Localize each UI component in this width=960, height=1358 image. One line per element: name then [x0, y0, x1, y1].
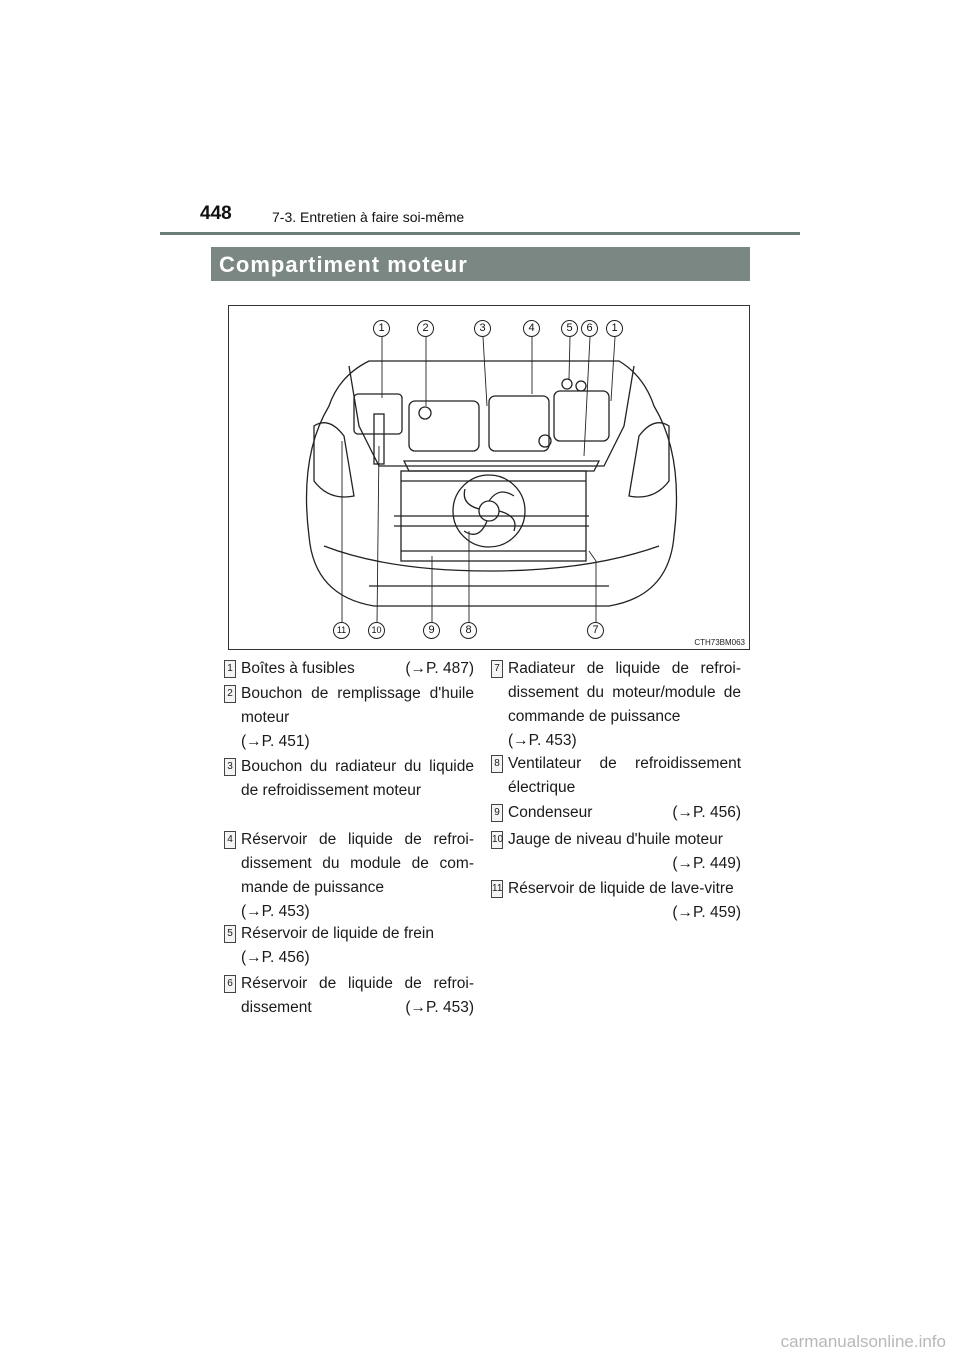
page-reference: (→P. 487)	[405, 660, 474, 677]
item-text: Réservoir de liquide de refroi-dissement du module de com-mande de puissance	[241, 831, 474, 896]
callout-7: 7	[587, 622, 604, 639]
item-number: 4	[224, 831, 236, 849]
callout-1-left: 1	[373, 320, 390, 337]
engine-compartment-figure	[228, 305, 750, 650]
list-item-10	[491, 828, 741, 876]
page-reference: (→P. 456)	[241, 949, 310, 966]
item-text: Ventilateur de refroidissement électrique	[508, 755, 741, 796]
item-text: Radiateur de liquide de refroi-dissement du moteur/module de commande de puissance	[508, 660, 741, 725]
item-number: 7	[491, 660, 503, 678]
list-item-5	[224, 922, 474, 970]
callout-8: 8	[460, 622, 477, 639]
item-number: 1	[224, 660, 236, 678]
list-item-11	[491, 877, 741, 925]
item-text: Jauge de niveau d'huile moteur	[508, 831, 723, 848]
callout-11: 11	[333, 622, 350, 639]
page-reference: (→P. 453)	[241, 903, 310, 920]
callout-6: 6	[581, 320, 598, 337]
watermark: carmanualsonline.info	[780, 1332, 946, 1351]
callout-4: 4	[523, 320, 540, 337]
item-text: Boîtes à fusibles	[241, 660, 355, 677]
callout-2: 2	[417, 320, 434, 337]
callout-10: 10	[368, 622, 385, 639]
item-text: Bouchon de remplissage d'huile moteur	[241, 685, 474, 726]
list-item-8	[491, 752, 741, 800]
title-bar	[211, 247, 750, 281]
list-item-7	[491, 657, 741, 753]
page-reference: (→P. 456)	[672, 804, 741, 821]
callout-1-right: 1	[606, 320, 623, 337]
page-reference: (→P. 459)	[672, 904, 741, 921]
page-reference: (→P. 453)	[508, 732, 577, 749]
list-item-4	[224, 828, 474, 924]
header-rule	[160, 232, 800, 235]
item-text: Réservoir de liquide de lave-vitre	[508, 880, 734, 897]
item-text: Réservoir de liquide de refroi-dissement	[241, 975, 474, 1016]
item-number: 9	[491, 804, 503, 822]
list-item-2	[224, 682, 474, 754]
figure-code: CTH73BM063	[694, 638, 745, 647]
list-item-3	[224, 755, 474, 803]
page-reference: (→P. 451)	[241, 733, 310, 750]
item-number: 8	[491, 755, 503, 773]
page-reference: (→P. 453)	[405, 999, 474, 1016]
item-text: Réservoir de liquide de frein	[241, 925, 434, 942]
item-text: Condenseur	[508, 804, 593, 821]
list-item-6	[224, 972, 474, 1020]
item-number: 10	[491, 831, 503, 849]
item-number: 3	[224, 758, 236, 776]
callout-9: 9	[423, 622, 440, 639]
item-number: 2	[224, 685, 236, 703]
item-number: 5	[224, 925, 236, 943]
section-title: 7-3. Entretien à faire soi-même	[272, 209, 465, 225]
list-item-1	[224, 657, 474, 681]
page-number: 448	[200, 203, 232, 224]
callout-5: 5	[561, 320, 578, 337]
item-number: 11	[491, 880, 503, 898]
callout-3: 3	[474, 320, 491, 337]
engine-illustration	[229, 306, 750, 650]
item-text: Bouchon du radiateur du liquide de refroidissement moteur	[241, 758, 474, 799]
list-item-9	[491, 801, 741, 825]
item-number: 6	[224, 975, 236, 993]
page-title: Compartiment moteur	[219, 252, 468, 277]
page-reference: (→P. 449)	[672, 855, 741, 872]
